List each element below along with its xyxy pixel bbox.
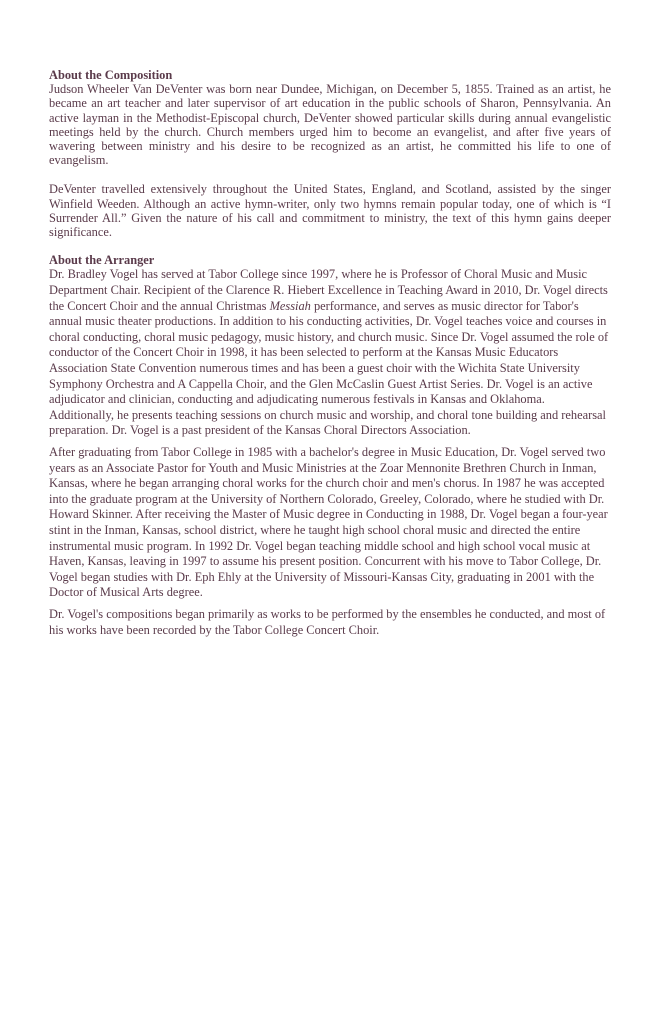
composition-heading: About the Composition [49,68,173,82]
arranger-paragraph-1-part-b: performance, and serves as music director for Tabor's annual music theater productions. In addition to his conducting activities, Dr. Vogel teaches voice and courses in choral conducting, choral music pedagogy, music history, and church music. Since Dr. Vogel assumed the role of conductor of the Concert Choir in 1998, it has been selected to perform at the Kansas Music Educators Association State Convention numerous times and has been a guest choir with the Wichita State University Symphony Orchestra and A Cappella Choir, and the Glen McCaslin Guest Artist Series. Dr. Vogel is an active adjudicator and clinician, conducting and adjudicating numerous festivals in Kansas and Oklahoma. Additionally, he presents teaching sessions on church music and worship, and choral tone building and rehearsal preparation. Dr. Vogel is a past president of the Kansas Choral Directors Association. [49,298,609,438]
arranger-paragraph-2: After graduating from Tabor College in 1985 with a bachelor's degree in Music Education, Dr. Vogel served two years as an Associate Pastor for Youth and Music Ministries at the Zoar Mennonite Brethren Church in Inman, Kansas, where he began arranging choral works for the church choir and men's chorus. In 1987 he was accepted into the graduate program at the University of Northern Colorado, Greeley, Colorado, where he studied with Dr. Howard Skinner. After receiving the Master of Music degree in Conducting in 1988, Dr. Vogel began a four-year stint in the Inman, Kansas, school district, where he taught high school choral music and directed the entire instrumental music program. In 1992 Dr. Vogel began teaching middle school and high school vocal music at Haven, Kansas, leaving in 1997 to assume his present position. Concurrent with his move to Tabor College, Dr. Vogel began studies with Dr. Eph Ehly at the University of Missouri-Kansas City, graduating in 2001 with the Doctor of Musical Arts degree. [49,444,608,600]
paragraph-gap [49,167,611,182]
composition-paragraph-1: Judson Wheeler Van DeVenter was born near Dundee, Michigan, on December 5, 1855. Trained as an artist, he became an art teacher and later supervisor of art education in the public schools of Sharon, Pennsylvania. An active layman in the Methodist-Episcopal church, DeVenter showed particular skills during annual evangelistic meetings held by the church. Church members urged him to become an evangelist, and after five years of wavering between ministry and his desire to be recognized as an artist, he committed his life to one of evangelism. [49,82,611,168]
document-page [49,68,611,638]
arranger-heading: About the Arranger [49,253,155,268]
arranger-paragraph-1 [49,267,611,439]
composition-section [49,68,611,239]
arranger-section [49,253,611,638]
arranger-paragraph-1-part-a: Dr. Bradley Vogel has served at Tabor College since 1997, where he is Professor of Choral Music and Music Department Chair. Recipient of the Clarence R. Hiebert Excellence in Teaching Award in 2010, Dr. Vogel directs the Concert Choir and the annual Christmas [49,267,608,313]
composition-paragraph-2: DeVenter travelled extensively throughout the United States, England, and Scotland, assisted by the singer Winfield Weeden. Although an active hymn-writer, only two hymns remain popular today, one of which is “I Surrender All.” Given the nature of his call and commitment to ministry, the text of this hymn gains deeper significance. [49,182,611,240]
messiah-title: Messiah [269,298,311,313]
arranger-paragraph-3: Dr. Vogel's compositions began primarily as works to be performed by the ensembles he conducted, and most of his works have been recorded by the Tabor College Concert Choir. [49,606,606,637]
section-gap [49,239,611,253]
